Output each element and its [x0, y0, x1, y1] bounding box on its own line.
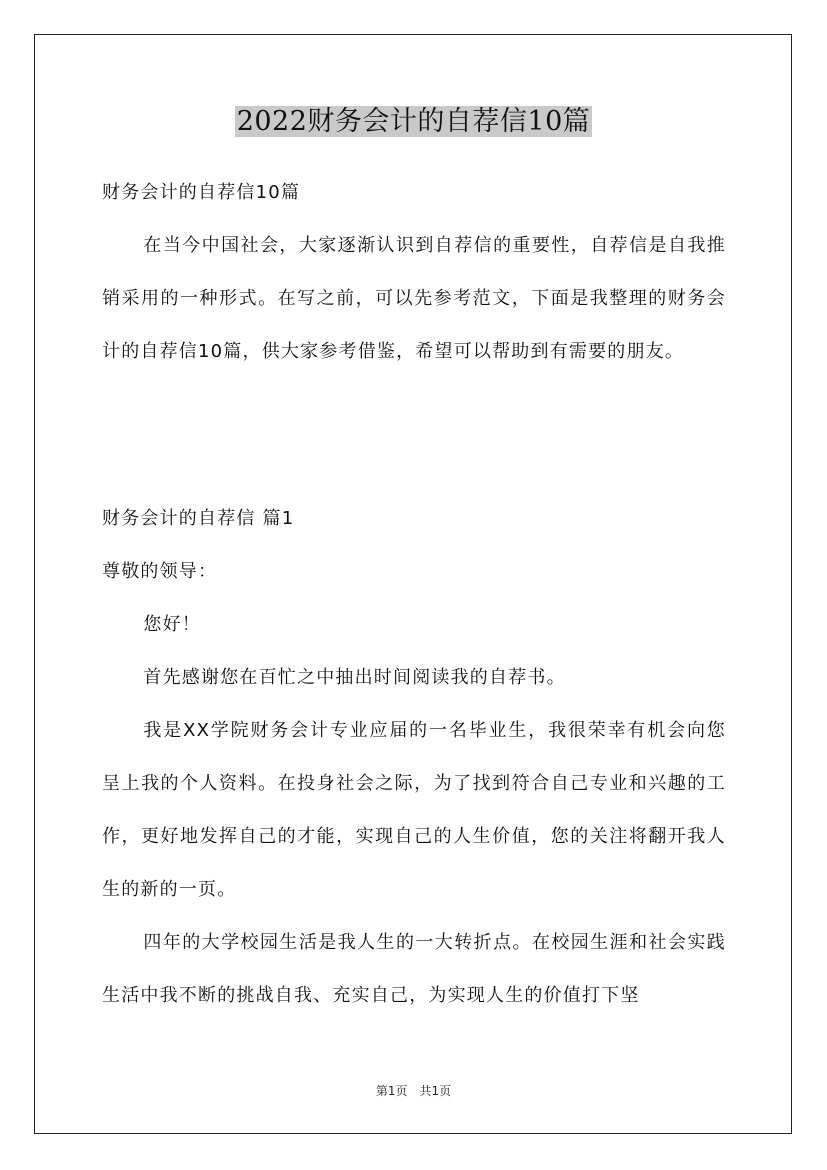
document-subtitle: 财务会计的自荐信10篇 [102, 182, 301, 203]
section-heading: 财务会计的自荐信 篇1 [102, 508, 295, 529]
letter-body [102, 492, 726, 1022]
letter-paragraph: 首先感谢您在百忙之中抽出时间阅读我的自荐书。 [143, 667, 566, 688]
intro-paragraph: 在当今中国社会，大家逐渐认识到自荐信的重要性，自荐信是自我推销采用的一种形式。在写之前，可以先参考范文，下面是我整理的财务会计的自荐信10篇，供大家参考借鉴，希望可以帮助到有需要的朋友。 [102, 235, 726, 362]
greeting: 您好！ [143, 614, 201, 635]
letter-paragraph: 我是XX学院财务会计专业应届的一名毕业生，我很荣幸有机会向您呈上我的个人资料。在投身社会之际，为了找到符合自己专业和兴趣的工作，更好地发挥自己的才能，实现自己的人生价值，您的关注将翻开我人生的新的一页。 [102, 720, 726, 900]
document-title-text: 2022财务会计的自荐信10篇 [236, 106, 591, 137]
page-footer [0, 1083, 827, 1099]
letter-paragraph: 四年的大学校园生活是我人生的一大转折点。在校园生涯和社会实践生活中我不断的挑战自我、充实自己，为实现人生的价值打下坚 [102, 932, 726, 1006]
page-number: 第1页 共1页 [375, 1084, 452, 1098]
document-body [102, 166, 726, 378]
salutation: 尊敬的领导： [102, 561, 218, 582]
document-title [0, 100, 827, 144]
